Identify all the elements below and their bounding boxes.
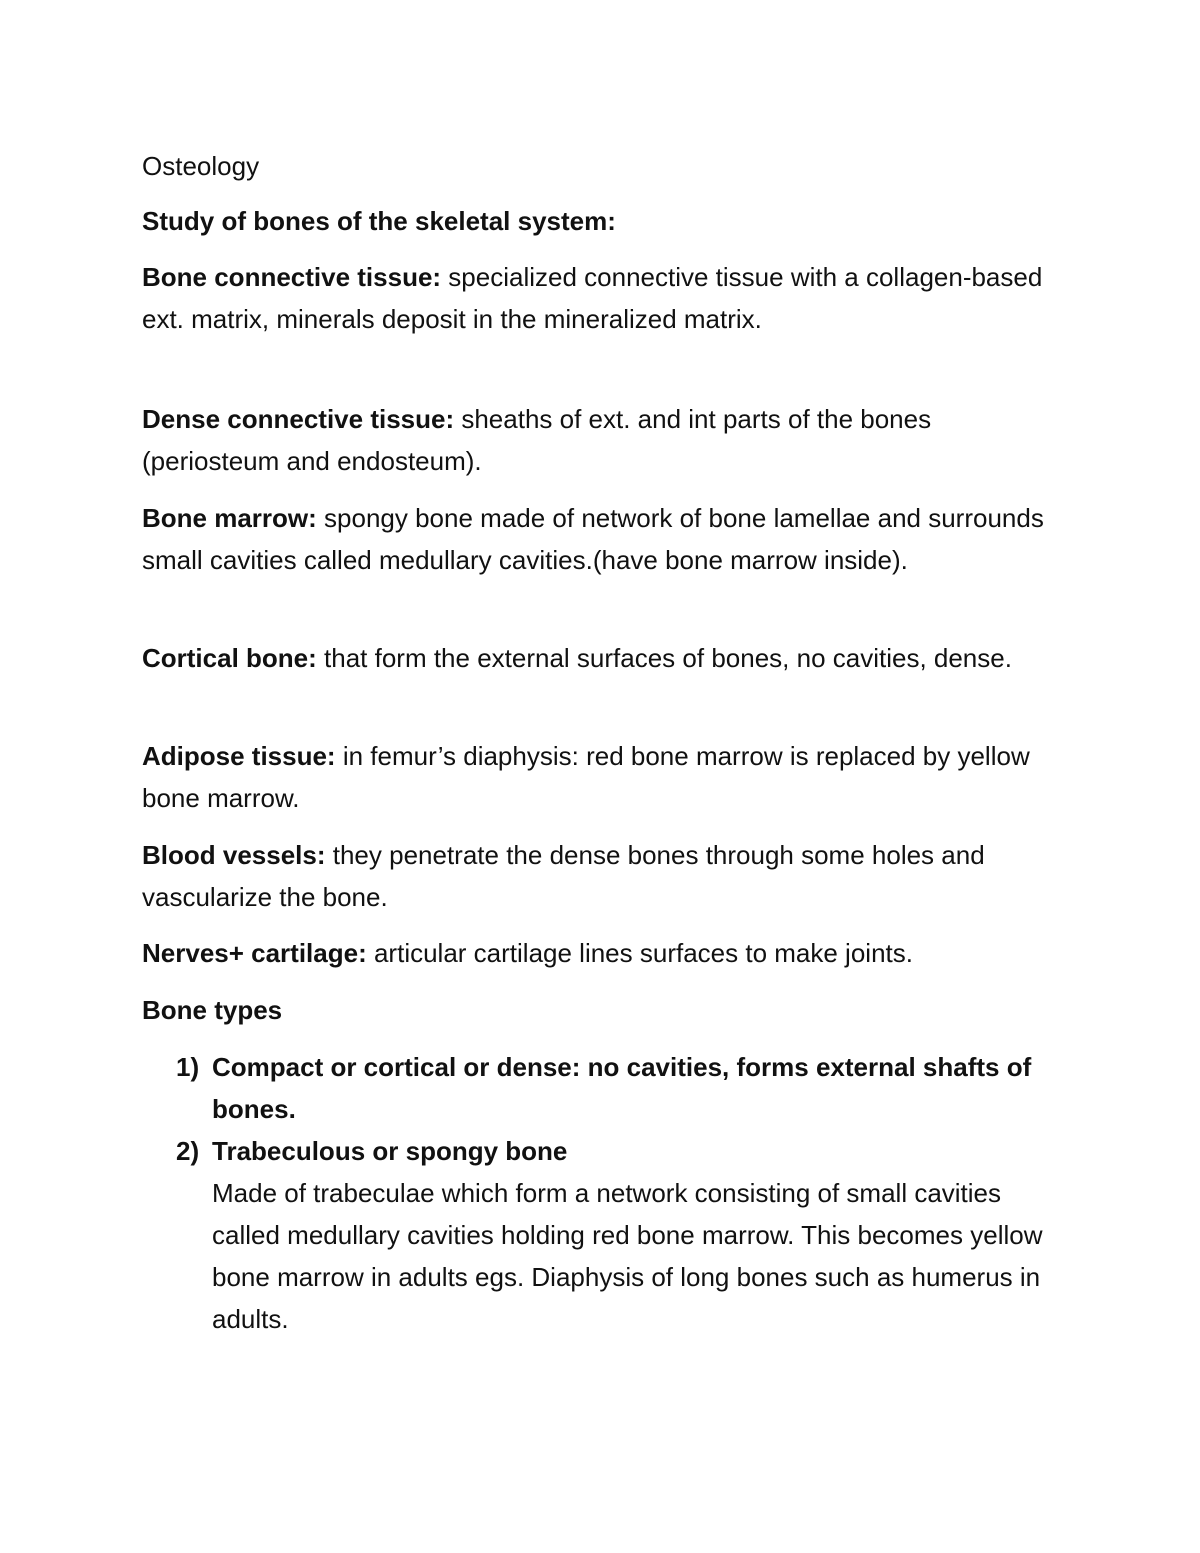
definition-blood-vessels [142,834,1072,918]
definition-text: that form the external surfaces of bones, no cavities, dense. [316,643,1012,673]
definition-term: Bone marrow: [142,503,317,533]
definition-term: Adipose tissue: [142,741,336,771]
definition-adipose-tissue [142,735,1072,819]
definition-text: sheaths of ext. and int parts of the bones (periosteum and endosteum). [142,404,932,476]
definition-term: Blood vessels: [142,840,326,870]
definition-text: they penetrate the dense bones through some holes and vascularize the bone. [142,840,985,912]
definition-term: Dense connective tissue: [142,404,455,434]
list-item [142,1046,1072,1130]
bone-types-heading: Bone types [142,995,283,1025]
definition-bone-connective-tissue [142,256,1072,340]
document-title: Osteology [142,151,260,181]
bone-types-list [142,1046,1072,1340]
definition-term: Cortical bone: [142,643,317,673]
list-item-title: Trabeculous or spongy bone [212,1136,568,1166]
definition-nerves-cartilage [142,932,1072,974]
list-item-number: 2) [176,1136,200,1166]
list-item-title: Compact or cortical or dense: no cavities, forms external shafts of bones. [212,1052,1032,1124]
definition-cortical-bone [142,637,1072,679]
definition-bone-marrow [142,497,1072,581]
definition-text: articular cartilage lines surfaces to make joints. [366,938,913,968]
definition-dense-connective-tissue [142,398,1072,482]
list-item-number: 1) [176,1052,200,1082]
list-item-body: Made of trabeculae which form a network consisting of small cavities called medullary cavities holding red bone marrow. This becomes yellow bone marrow in adults egs. Diaphysis of long bones such as humerus in adults. [212,1178,1043,1334]
definition-text: specialized connective tissue with a collagen-based ext. matrix, minerals deposit in the mineralized matrix. [142,262,1043,334]
definition-text: spongy bone made of network of bone lamellae and surrounds small cavities called medullary cavities.(have bone marrow inside). [142,503,1044,575]
definition-term: Bone connective tissue: [142,262,442,292]
definition-text: in femur’s diaphysis: red bone marrow is replaced by yellow bone marrow. [142,741,1030,813]
subtitle-heading: Study of bones of the skeletal system: [142,206,616,236]
list-item [142,1130,1072,1340]
definition-term: Nerves+ cartilage: [142,938,367,968]
